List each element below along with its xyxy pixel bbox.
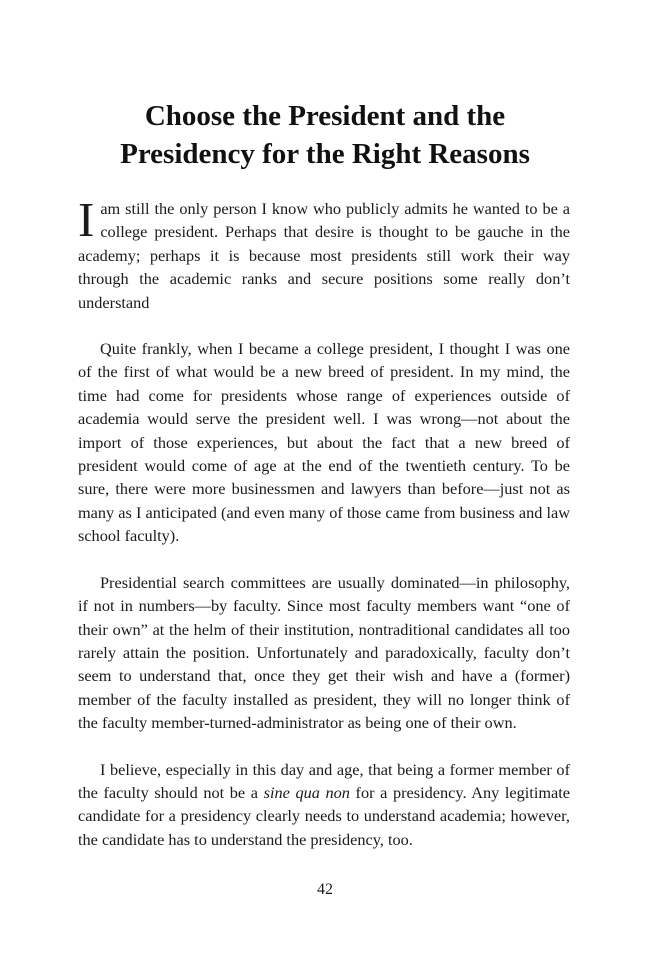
chapter-title (0, 97, 650, 173)
paragraph-1 (78, 192, 570, 314)
chapter-title-line-1: Choose the President and the (144, 100, 506, 133)
chapter-title-line-2: Presidency for the Right Reasons (120, 138, 530, 171)
body-text (78, 192, 570, 874)
paragraph-1-text: am still the only person I know who publicly admits he wanted to be a college president. Perhaps that desire is thought to be gauche in the academy; perhaps it is because most presidents still work their way through the academic ranks and secure positions some really don’t understand (78, 199, 570, 312)
paragraph-4 (78, 758, 570, 852)
page-number: 42 (317, 881, 333, 898)
paragraph-3: Presidential search committees are usually dominated—in philosophy, if not in numbers—by faculty. Since most faculty members want “one of their own” at the helm of their institution, nontraditional candidates all too rarely attain the position. Unfortunately and paradoxically, faculty don’t seem to understand that, once they get their wish and have a (former) member of the faculty installed as president, they will no longer think of the faculty member-turned-administrator as being one of their own. (78, 572, 570, 733)
latin-phrase: sine qua non (263, 782, 350, 802)
paragraph-4-text-start: I believe, especially in this day and age, that being a former member of the faculty should not be a (78, 759, 570, 802)
drop-cap: I (78, 192, 95, 247)
paragraph-4-text-end: for a presidency. Any legitimate candidate for a presidency clearly needs to understand academia; however, the candidate has to understand the presidency, too. (78, 782, 570, 849)
paragraph-2: Quite frankly, when I became a college president, I thought I was one of the first of what would be a new breed of president. In my mind, the time had come for presidents whose range of experiences outside of academia would serve the president well. I was wrong—not about the import of those experiences, but about the fact that a new breed of president would come of age at the end of the twentieth century. To be sure, there were more businessmen and lawyers than before—just not as many as I anticipated (and even many of those came from business and law school faculty). (78, 339, 570, 546)
